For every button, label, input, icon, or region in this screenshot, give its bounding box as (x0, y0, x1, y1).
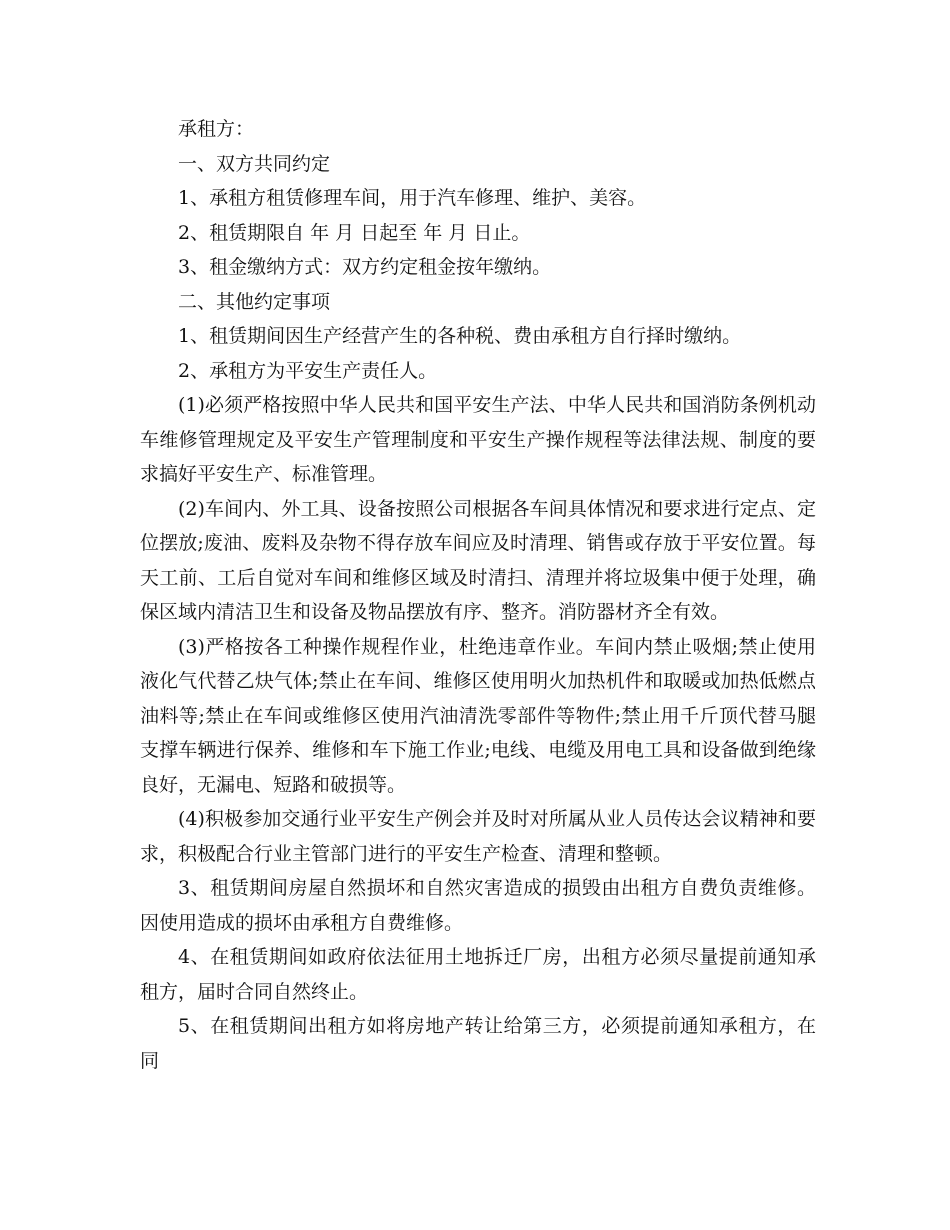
clause-1-2: 2、租赁期限自 年 月 日起至 年 月 日止。 (178, 221, 531, 244)
sub-clause-1: (1)必须严格按照中华人民共和国平安生产法、中华人民共和国消防条例机动车维修管理规定及平安生产管理制度和平安生产操作规程等法律法规、制度的要求搞好平安生产、标准管理。 (140, 394, 816, 485)
sub-clause-3: (3)严格按各工种操作规程作业，杜绝违章作业。车间内禁止吸烟;禁止使用液化气代替乙炔气体;禁止在车间、维修区使用明火加热机件和取暖或加热低燃点油料等;禁止在车间或维修区使用汽油清洗零部件等物件;禁止用千斤顶代替马腿支撑车辆进行保养、维修和车下施工作业;电线、电缆及用电工具和设备做到绝缘良好，无漏电、短路和破损等。 (140, 635, 816, 796)
clause-1-3: 3、租金缴纳方式：双方约定租金按年缴纳。 (178, 256, 552, 278)
clause-2-1: 1、租赁期间因生产经营产生的各种税、费由承租方自行择时缴纳。 (178, 325, 742, 347)
sub-clause-2: (2)车间内、外工具、设备按照公司根据各车间具体情况和要求进行定点、定位摆放;废油、废料及杂物不得存放车间应及时清理、销售或存放于平安位置。每天工前、工后自觉对车间和维修区域及时清扫、清理并将垃圾集中便于处理，确保区域内清洁卫生和设备及物品摆放有序、整齐。消防器材齐全有效。 (140, 497, 816, 623)
clause-2-3: 3、租赁期间房屋自然损坏和自然灾害造成的损毁由出租方自费负责维修。因使用造成的损坏由承租方自费维修。 (140, 877, 816, 934)
clause-2-2: 2、承租方为平安生产责任人。 (178, 359, 438, 382)
clause-2-5: 5、在租赁期间出租方如将房地产转让给第三方，必须提前通知承租方，在同 (140, 1015, 816, 1072)
section-heading-other-matters: 二、其他约定事项 (178, 290, 331, 313)
sub-clause-4: (4)积极参加交通行业平安生产例会并及时对所属从业人员传达会议精神和要求，积极配合行业主管部门进行的平安生产检查、清理和整顿。 (140, 808, 816, 865)
lessee-label: 承租方： (178, 118, 255, 140)
section-heading-mutual-agreement: 一、双方共同约定 (178, 152, 331, 175)
clause-1-1: 1、承租方租赁修理车间，用于汽车修理、维护、美容。 (178, 187, 647, 209)
clause-2-4: 4、在租赁期间如政府依法征用土地拆迁厂房，出租方必须尽量提前通知承租方，届时合同自然终止。 (140, 946, 816, 1003)
document-body (140, 112, 816, 1078)
